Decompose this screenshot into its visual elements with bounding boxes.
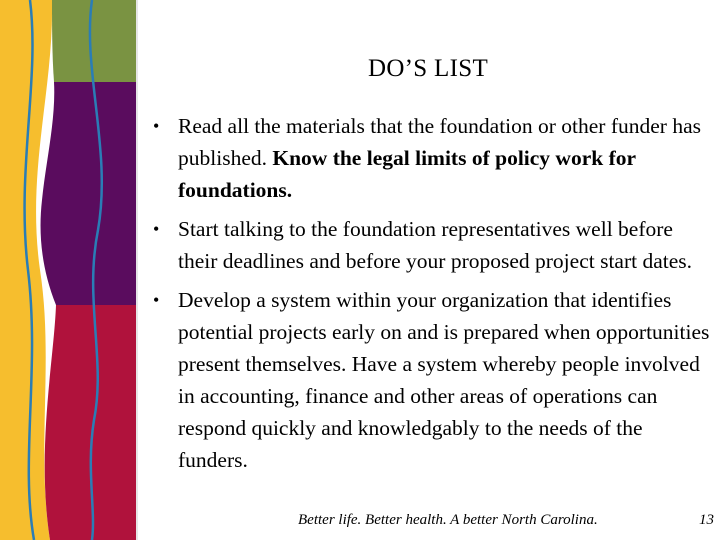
bullet-list	[146, 110, 714, 483]
bullet-emphasis: Know the legal limits of policy work for foundations.	[178, 146, 636, 202]
bullet-text: Read all the materials that the foundation or other funder has published.	[178, 114, 701, 170]
sidebar-graphic	[0, 0, 140, 540]
page-number: 13	[699, 512, 714, 528]
crimson-block	[45, 305, 136, 540]
bullet-icon: •	[153, 116, 160, 136]
footer-tagline: Better life. Better health. A better North Carolina.	[298, 512, 598, 528]
bullet-text: Start talking to the foundation representatives well before their deadlines and before your proposed project start dates.	[178, 217, 693, 273]
decorative-sidebar	[0, 0, 140, 540]
purple-block	[41, 82, 136, 305]
bullet-icon: •	[153, 290, 160, 310]
bullet-item-3	[146, 284, 714, 476]
bullet-icon: •	[153, 219, 160, 239]
bullet-text: Develop a system within your organization that identifies potential projects early on and is prepared when opportunities present themselves. Have a system whereby people involved in accounting, finance and other areas of operations can respond quickly and knowledgably to the needs of the funders.	[178, 288, 710, 472]
bullet-item-1	[146, 110, 714, 206]
slide-title: DO’S LIST	[367, 55, 489, 82]
olive-block	[52, 0, 136, 82]
bullet-item-2	[146, 213, 714, 277]
